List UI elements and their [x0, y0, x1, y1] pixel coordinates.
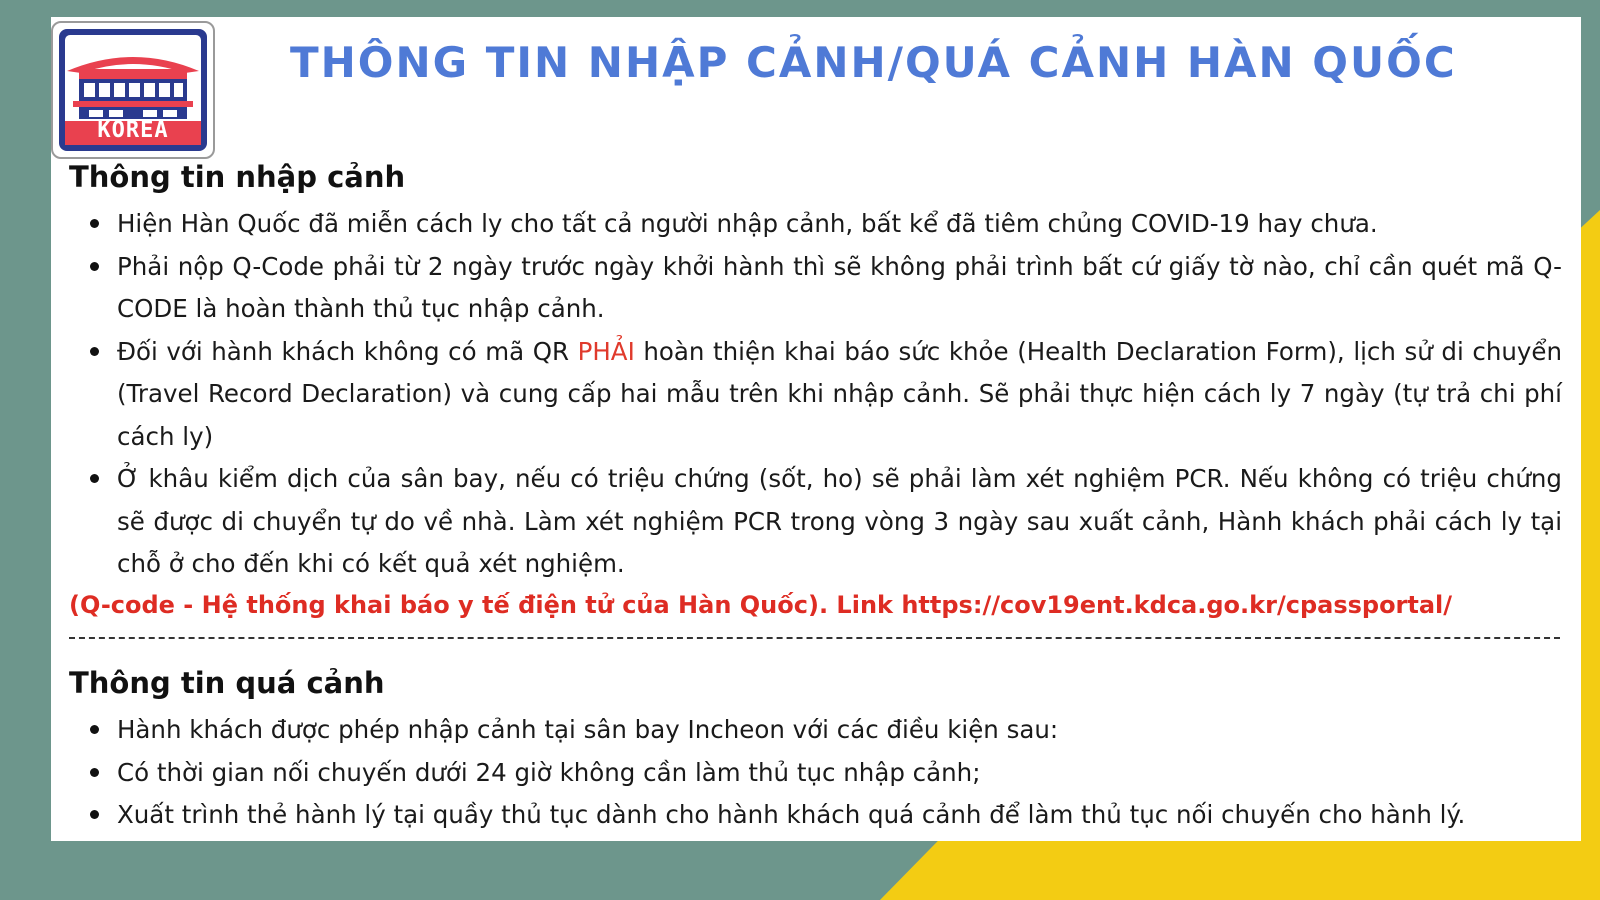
entry-info-heading: Thông tin nhập cảnh: [69, 160, 406, 194]
section-divider: [69, 637, 1560, 639]
korea-logo: [51, 21, 215, 159]
list-item: Hành khách được phép nhập cảnh tại sân bay Incheon với các điều kiện sau:: [88, 709, 1562, 752]
entry-info-list: [88, 203, 1562, 586]
qcode-link-note[interactable]: (Q-code - Hệ thống khai báo y tế điện tử của Hàn Quốc). Link https://cov19ent.kdca.go.kr/cpassportal/: [69, 591, 1453, 619]
item-text: hoàn thiện khai báo sức khỏe (Health Declaration Form), lịch sử di chuyển (Travel Record Declaration) và cung cấp hai mẫu trên khi nhập cảnh. Sẽ phải thực hiện cách ly 7 ngày (tự trả chi phí cách ly): [117, 336, 1562, 451]
item-text: Đối với hành khách không có mã QR: [117, 336, 578, 366]
transit-info-list: [88, 709, 1562, 837]
list-item: [88, 331, 1562, 459]
list-item: Có thời gian nối chuyến dưới 24 giờ không cần làm thủ tục nhập cảnh;: [88, 752, 1562, 795]
transit-info-heading: Thông tin quá cảnh: [69, 666, 385, 700]
list-item: Xuất trình thẻ hành lý tại quầy thủ tục dành cho hành khách quá cảnh để làm thủ tục nối chuyến cho hành lý.: [88, 794, 1562, 837]
emphasis-text: PHẢI: [577, 336, 635, 366]
page-title: THÔNG TIN NHẬP CẢNH/QUÁ CẢNH HÀN QUỐC: [290, 38, 1457, 87]
list-item: Phải nộp Q-Code phải từ 2 ngày trước ngày khởi hành thì sẽ không phải trình bất cứ giấy tờ nào, chỉ cần quét mã Q-CODE là hoàn thành thủ tục nhập cảnh.: [88, 246, 1562, 331]
list-item: Hiện Hàn Quốc đã miễn cách ly cho tất cả người nhập cảnh, bất kể đã tiêm chủng COVID-19 hay chưa.: [88, 203, 1562, 246]
list-item: Ở khâu kiểm dịch của sân bay, nếu có triệu chứng (sốt, ho) sẽ phải làm xét nghiệm PCR. Nếu không có triệu chứng sẽ được di chuyển tự do về nhà. Làm xét nghiệm PCR trong vòng 3 ngày sau xuất cảnh, Hành khách phải cách ly tại chỗ ở cho đến khi có kết quả xét nghiệm.: [88, 458, 1562, 586]
logo-text: KOREA: [97, 118, 169, 143]
